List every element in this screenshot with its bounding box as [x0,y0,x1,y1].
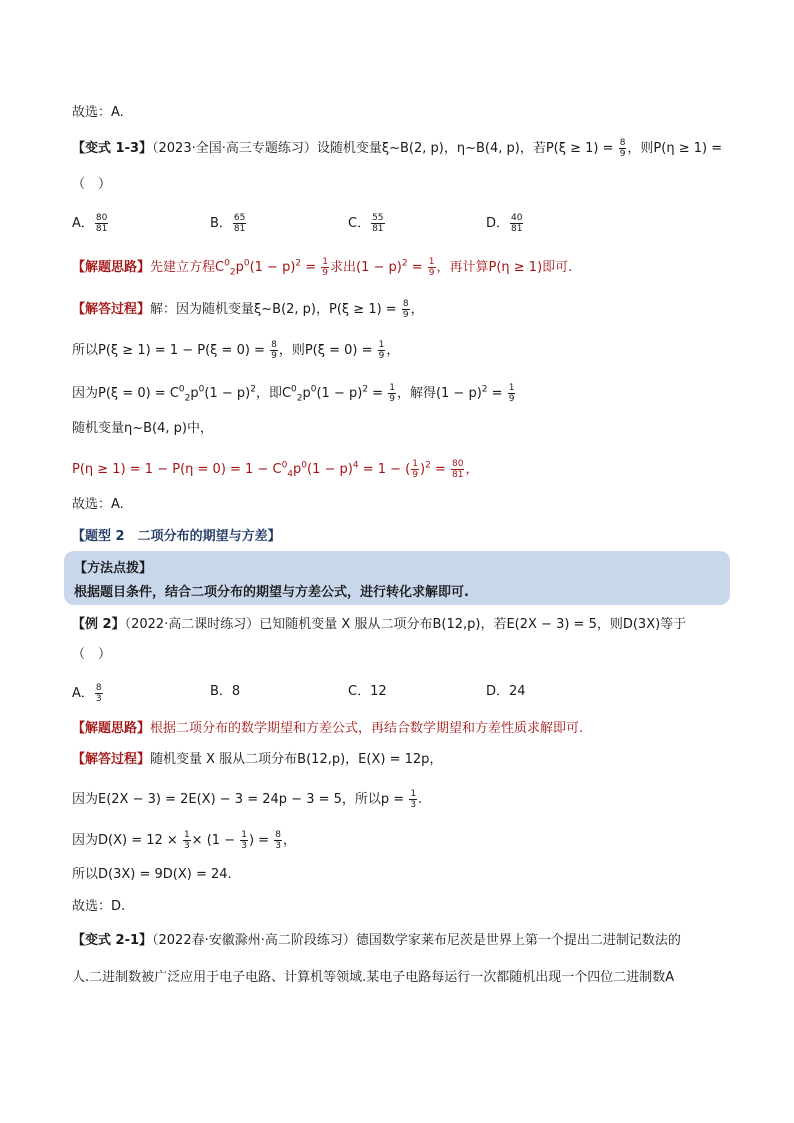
method-box [64,551,730,605]
variant-2-1-stem-cont: 人.二进制数被广泛应用于电子电路、计算机等领域.某电子电路每运行一次都随机出现一个四位二进制数A [72,970,675,985]
process2-line-2: 因为D(X) = 12 × $\frac{1}{3}$ × (1 − $\frac{1}{3}$ ) = $\frac{8}{3}$ ， [72,830,296,851]
option-d: D． $\frac{40}{81}$ [486,213,523,234]
method-body: 根据题目条件，结合二项分布的期望与方差公式，进行转化求解即可. [74,585,469,600]
option-a: A． $\frac{80}{81}$ [72,213,108,234]
option-b: B．8 [210,684,241,699]
answer-line-3: 故选：D. [72,899,126,914]
variant-tag: 【变式 1-3】 [72,141,153,156]
process2-line-1: 因为E(2X − 3) = 2E(X) − 3 = 24p − 3 = 5，所以p = $\frac{1}{3}$ . [72,789,423,810]
answer-paren-2: （ ） [72,647,112,662]
process-line-3: 随机变量η~B(4, p)中， [72,421,213,436]
process2-line-3: 所以D(3X) = 9D(X) = 24. [72,867,232,882]
stem-text-a: 设随机变量ξ~B(2, p)，η~B(4, p)，若P(ξ ≥ 1) = [316,141,614,156]
answer-line-2: 故选：A. [72,497,124,512]
process-line-2: 因为$P(\xi = 0) = C^0_2p^0(1 - p)^2$，即$C^0_2p^0(1 - p)^2$ = $\frac{1}{9}$ ，解得$(1 - p)^2$ = $\frac{1}{9}$ [72,383,515,404]
answer-paren: （ ） [72,177,112,192]
stem-text-b: ，则P(η ≥ 1) = [627,141,723,156]
variant-2-1-stem: 【变式 2-1】（2022春·安徽滁州·高二阶段练习）德国数学家莱布尼茨是世界上第一个提出二进制记数法的 [72,933,681,948]
method-title: 【方法点拨】 [74,561,153,576]
solution-idea: 【解题思路】先建立方程$C^0_2p^0(1 - p)^2$ = $\frac{1}{9}$ 求出$(1 - p)^2$ = $\frac{1}{9}$ ，再计算P(η ≥ 1)即可. [72,257,573,278]
option-d: D．24 [486,684,526,699]
option-b: B． $\frac{65}{81}$ [210,213,246,234]
option-c: C． $\frac{55}{81}$ [348,213,384,234]
variant-1-3-stem [72,138,722,159]
fraction: $\frac{8}{9}$ [619,138,626,159]
process-line-1: 所以P(ξ ≥ 1) = 1 − P(ξ = 0) = $\frac{8}{9}$ ，则P(ξ = 0) = $\frac{1}{9}$ ， [72,340,400,361]
process-line-4: $P(\eta \ge 1) = 1 - P(\eta = 0) = 1 - C^0_4p^0(1 - p)^4 = 1$ − ( $\frac{1}{9}$ )$^2$ = $\frac{80}{81}$ ， [72,459,479,480]
option-a: A． $\frac{8}{3}$ [72,683,102,704]
option-c: C．12 [348,684,387,699]
example-2-stem: 【例 2】（2022·高二课时练习）已知随机变量 X 服从二项分布B(12,p)，若E(2X − 3) = 5，则D(3X)等于 [72,617,687,632]
solution-process-2: 【解答过程】随机变量 X 服从二项分布B(12,p)，E(X) = 12p， [72,752,443,767]
variant-source: （2023·全国·高三专题练习） [152,141,317,156]
solution-idea-2: 【解题思路】根据二项分布的数学期望和方差公式，再结合数学期望和方差性质求解即可. [72,721,584,736]
answer-line: 故选：A. [72,105,124,120]
section-heading: 【题型 2 二项分布的期望与方差】 [72,529,281,544]
solution-process: 【解答过程】解：因为随机变量ξ~B(2, p)，P(ξ ≥ 1) = $\frac{8}{9}$ ， [72,299,424,320]
